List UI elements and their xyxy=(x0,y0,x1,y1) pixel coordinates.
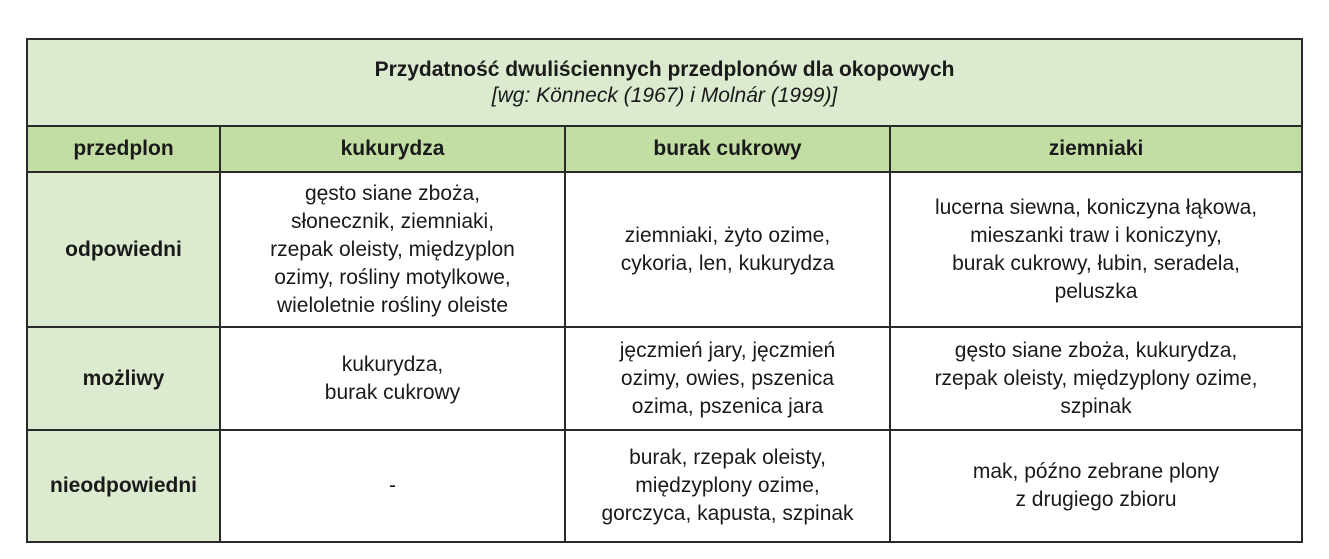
cell-line: szpinak xyxy=(1060,394,1132,418)
cell-ziemniaki xyxy=(890,430,1302,542)
table-title: Przydatność dwuliściennych przedplonów dla okopowych xyxy=(374,58,955,81)
cell-burak xyxy=(565,172,890,327)
cell-line: cykoria, len, kukurydza xyxy=(620,251,835,275)
header-kukurydza: kukurydza xyxy=(220,126,565,172)
cell-kukurydza xyxy=(220,172,565,327)
cell-line: burak, rzepak oleisty, xyxy=(629,446,826,469)
header-row xyxy=(27,126,1302,172)
cell-burak xyxy=(565,430,890,542)
cell-line: rzepak oleisty, międzyplony ozime, xyxy=(934,366,1258,390)
cell-line: peluszka xyxy=(1054,279,1138,303)
table-row xyxy=(27,172,1302,327)
cell-line: gęsto siane zboża, xyxy=(304,181,481,205)
cell-ziemniaki xyxy=(890,172,1302,327)
header-burak-cukrowy: burak cukrowy xyxy=(565,126,890,172)
cell-line: ziemniaki, żyto ozime, xyxy=(624,223,831,247)
cell-burak xyxy=(565,327,890,430)
cell-line: z drugiego zbioru xyxy=(1015,488,1177,511)
cell-kukurydza xyxy=(220,430,565,542)
cell-line: słonecznik, ziemniaki, xyxy=(290,209,495,233)
row-label-mozliwy: możliwy xyxy=(27,327,220,430)
row-label-nieodpowiedni: nieodpowiedni xyxy=(27,430,220,542)
cell-line: lucerna siewna, koniczyna łąkowa, xyxy=(934,195,1258,219)
cell-line: ozimy, rośliny motylkowe, xyxy=(274,265,511,289)
forecrop-suitability-table xyxy=(26,38,1303,543)
cell-line: kukurydza, xyxy=(341,352,444,376)
table-source: [wg: Könneck (1967) i Molnár (1999)] xyxy=(491,84,838,107)
cell-line: mak, późno zebrane plony xyxy=(972,460,1220,483)
cell-line: gęsto siane zboża, kukurydza, xyxy=(954,338,1238,362)
header-forecrop: przedplon xyxy=(27,126,220,172)
cell-line: gorczyca, kapusta, szpinak xyxy=(601,502,854,525)
cell-ziemniaki xyxy=(890,327,1302,430)
cell-line: burak cukrowy, łubin, seradela, xyxy=(952,251,1240,275)
cell-kukurydza xyxy=(220,327,565,430)
header-ziemniaki: ziemniaki xyxy=(890,126,1302,172)
cell-line: jęczmień jary, jęczmień xyxy=(619,338,836,362)
cell-line: ozima, pszenica jara xyxy=(631,394,824,418)
cell-line: ozimy, owies, pszenica xyxy=(620,366,835,390)
cell-line: międzyplony ozime, xyxy=(635,474,820,497)
cell-line: mieszanki traw i koniczyny, xyxy=(970,223,1222,247)
row-label-odpowiedni: odpowiedni xyxy=(27,172,220,327)
cell-line: burak cukrowy xyxy=(324,380,461,404)
table-row xyxy=(27,327,1302,430)
table-title-cell xyxy=(27,39,1302,126)
cell-line: - xyxy=(389,474,396,497)
cell-line: wieloletnie rośliny oleiste xyxy=(276,293,509,317)
cell-line: rzepak oleisty, międzyplon xyxy=(270,237,515,261)
table-row xyxy=(27,430,1302,542)
